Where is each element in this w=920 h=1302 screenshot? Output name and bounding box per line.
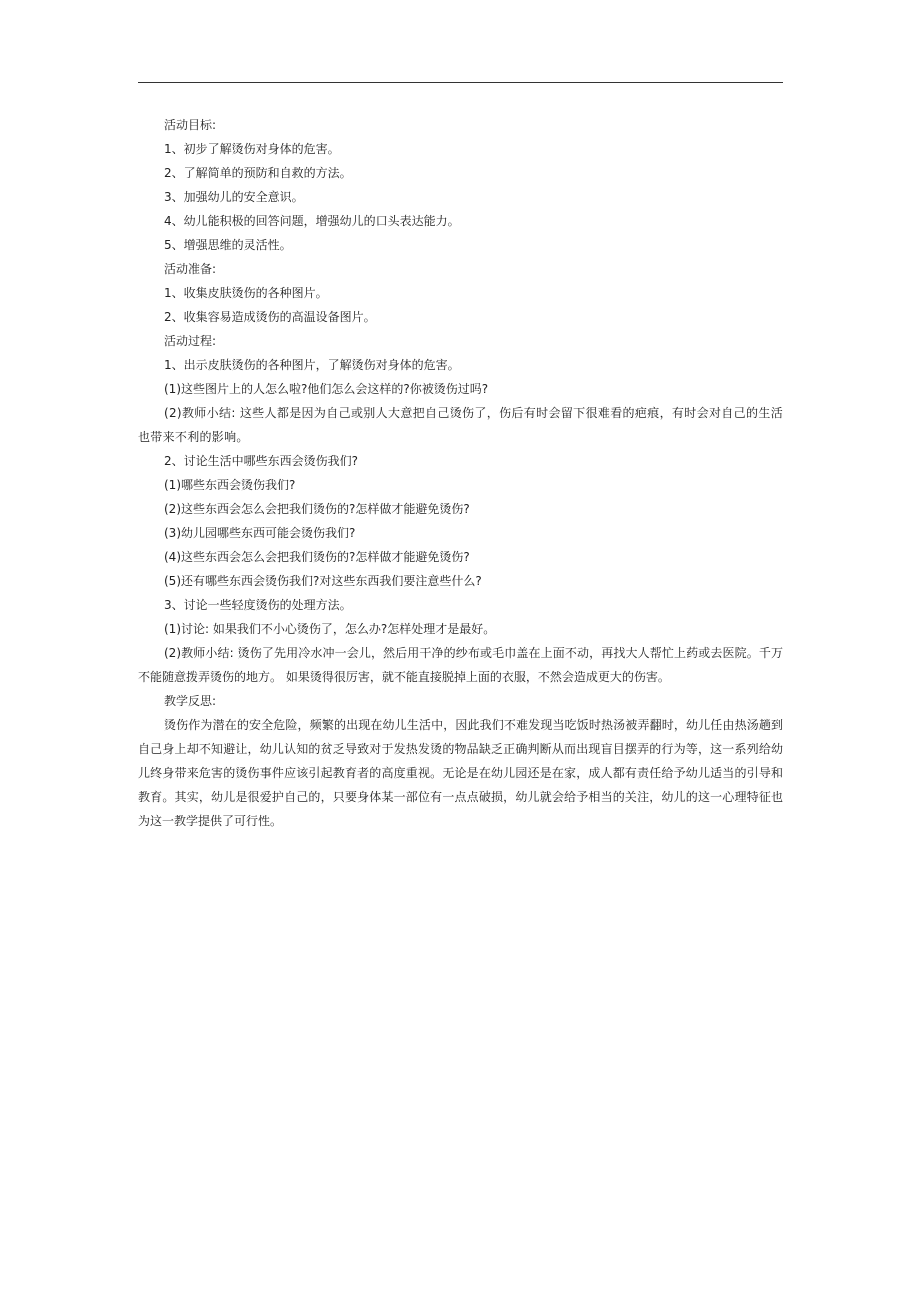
process-substep: (1)这些图片上的人怎么啦?他们怎么会这样的?你被烫伤过吗? [164, 382, 489, 396]
goal-item: 4、幼儿能积极的回答问题，增强幼儿的口头表达能力。 [164, 214, 460, 228]
teacher-summary-2: (2)教师小结: 烫伤了先用冷水冲一会儿，然后用干净的纱布或毛巾盖在上面不动，再找大人帮忙上药或去医院。千万不能随意拨弄烫伤的地方。 如果烫得很厉害，就不能直接脱掉上面的衣服，不然会造成更大的伤害。 [138, 646, 783, 684]
process-step: 1、出示皮肤烫伤的各种图片，了解烫伤对身体的危害。 [164, 358, 460, 372]
process-substep: (2)这些东西会怎么会把我们烫伤的?怎样做才能避免烫伤? [164, 502, 470, 516]
header-rule [138, 82, 783, 83]
process-substep: (1)讨论: 如果我们不小心烫伤了，怎么办?怎样处理才是最好。 [164, 622, 496, 636]
process-step: 2、讨论生活中哪些东西会烫伤我们? [164, 454, 359, 468]
section-heading-goals: 活动目标: [164, 118, 217, 132]
goal-item: 3、加强幼儿的安全意识。 [164, 190, 304, 204]
preparation-item: 1、收集皮肤烫伤的各种图片。 [164, 286, 328, 300]
process-step: 3、讨论一些轻度烫伤的处理方法。 [164, 598, 352, 612]
document-body [138, 113, 783, 833]
goal-item: 1、初步了解烫伤对身体的危害。 [164, 142, 340, 156]
process-substep: (5)还有哪些东西会烫伤我们?对这些东西我们要注意些什么? [164, 574, 482, 588]
section-heading-preparation: 活动准备: [164, 262, 217, 276]
preparation-item: 2、收集容易造成烫伤的高温设备图片。 [164, 310, 376, 324]
section-heading-process: 活动过程: [164, 334, 217, 348]
process-substep: (4)这些东西会怎么会把我们烫伤的?怎样做才能避免烫伤? [164, 550, 470, 564]
process-substep: (3)幼儿园哪些东西可能会烫伤我们? [164, 526, 356, 540]
section-heading-reflection: 教学反思: [164, 694, 217, 708]
reflection-paragraph: 烫伤作为潜在的安全危险，频繁的出现在幼儿生活中，因此我们不难发现当吃饭时热汤被弄翻时，幼儿任由热汤趟到自己身上却不知避让，幼儿认知的贫乏导致对于发热发烫的物品缺乏正确判断从而出现盲目摆弄的行为等，这一系列给幼儿终身带来危害的烫伤事件应该引起教育者的高度重视。无论是在幼儿园还是在家，成人都有责任给予幼儿适当的引导和教育。其实，幼儿是很爱护自己的，只要身体某一部位有一点点破损，幼儿就会给予相当的关注，幼儿的这一心理特征也为这一教学提供了可行性。 [138, 718, 783, 828]
process-substep: (1)哪些东西会烫伤我们? [164, 478, 296, 492]
goal-item: 2、了解简单的预防和自救的方法。 [164, 166, 352, 180]
goal-item: 5、增强思维的灵活性。 [164, 238, 292, 252]
teacher-summary-1: (2)教师小结: 这些人都是因为自己或别人大意把自己烫伤了，伤后有时会留下很难看的疤痕，有时会对自己的生活也带来不利的影响。 [138, 406, 783, 444]
